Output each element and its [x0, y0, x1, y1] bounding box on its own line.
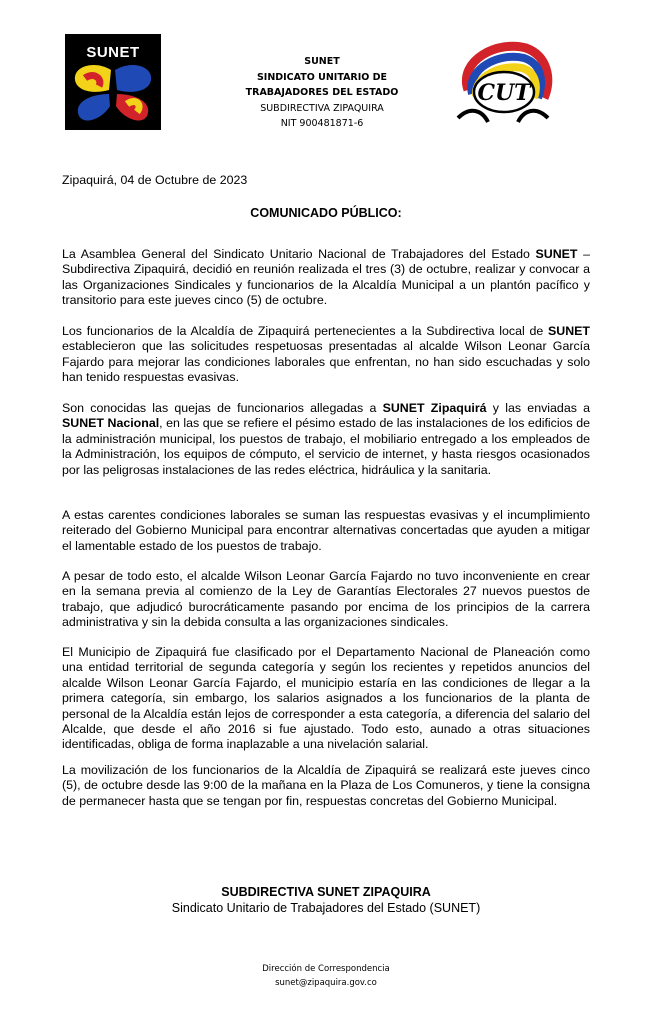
paragraph-3: Son conocidas las quejas de funcionarios allegadas a SUNET Zipaquirá y las enviadas a SUNET Nacional, en las que se refiere el pésimo estado de las instalaciones de los edificios de la administración municipal, los puestos de trabajo, el mobiliario entregado a los empleados de la Administración, los equipos de cómputo, el servicio de internet, y hasta riesgos ocasionados por las peligrosas instalaciones de las redes eléctrica, hidráulica y la sanitaria.: [62, 401, 591, 477]
footer: [0, 962, 652, 990]
paragraph-1: La Asamblea General del Sindicato Unitario Nacional de Trabajadores del Estado SUNET – Subdirectiva Zipaquirá, decidió en reunión realizada el tres (3) de octubre, realizar y convocar a las Organizaciones Sindicales y funcionarios de la Alcaldía Municipal a un plantón pacífico y transitorio para este jueves cinco (5) de octubre.: [62, 247, 590, 308]
signature-subtitle: Sindicato Unitario de Trabajadores del Estado (SUNET): [171, 901, 481, 915]
sunet-logo-text: SUNET: [86, 44, 140, 61]
org-short-name: SUNET: [304, 56, 340, 67]
document-title: COMUNICADO PÚBLICO:: [250, 206, 402, 220]
date-line: Zipaquirá, 04 de Octubre de 2023: [62, 173, 248, 187]
footer-label: Dirección de Correspondencia: [262, 964, 390, 974]
nit-number: NIT 900481871-6: [280, 118, 364, 129]
org-name-line1: SINDICATO UNITARIO DE: [256, 71, 388, 83]
paragraph-4: A estas carentes condiciones laborales se suman las respuestas evasivas y el incumplimiento reiterado del Gobierno Municipal para encontrar alternativas concertadas que ayuden a mitigar el lamentable estado de los puestos de trabajo.: [62, 508, 590, 553]
butterfly-icon: [65, 60, 161, 130]
paragraph-6: El Municipio de Zipaquirá fue clasificado por el Departamento Nacional de Planeación como una entidad territorial de segunda categoría y según los recientes y repetidos anuncios del alcalde Wilson Leonar García Fajardo, el municipio estaría en las condiciones de llegar a la primera categoría, sin embargo, los salarios asignados a los funcionarios de la planta de personal de la Alcaldía están lejos de corresponder a esta categoría, a diferencia del salario del Alcalde, que desde el año 2016 si fue ajustado. Todo esto, aunado a otras situaciones identificadas, obliga de forma inaplazable a una nivelación salarial.: [62, 645, 590, 752]
paragraph-7: La movilización de los funcionarios de la Alcaldía de Zipaquirá se realizará este jueves cinco (5), de octubre desde las 9:00 de la mañana en la Plaza de Los Comuneros, y tiene la consigna de permanecer hasta que se tengan por fin, respuestas concretas del Gobierno Municipal.: [62, 763, 590, 808]
cut-union-logo: [448, 40, 558, 132]
letterhead: [222, 54, 422, 132]
cut-logo-text: CUT: [477, 80, 531, 106]
footer-email[interactable]: sunet@zipaquira.gov.co: [275, 978, 377, 988]
sunet-logo: [65, 34, 161, 130]
paragraph-2: Los funcionarios de la Alcaldía de Zipaquirá pertenecientes a la Subdirectiva local de SUNET establecieron que las solicitudes respetuosas presentadas al alcalde Wilson Leonar García Fajardo para mejorar las condiciones laborales que enfrentan, no han sido escuchadas y solo han tenido respuestas evasivas.: [62, 324, 590, 385]
subdirectiva-name: SUBDIRECTIVA ZIPAQUIRA: [260, 102, 384, 114]
org-name-line2: TRABAJADORES DEL ESTADO: [245, 87, 399, 98]
paragraph-5: A pesar de todo esto, el alcalde Wilson Leonar García Fajardo no tuvo inconveniente en crear en la semana previa al comienzo de la Ley de Garantías Electorales 27 nuevos puestos de trabajo, que adjudicó burocráticamente pasando por encima de los principios de la carrera administrativa y sin la debida consulta a las organizaciones sindicales.: [62, 569, 590, 630]
signature-title: SUBDIRECTIVA SUNET ZIPAQUIRA: [221, 885, 431, 899]
